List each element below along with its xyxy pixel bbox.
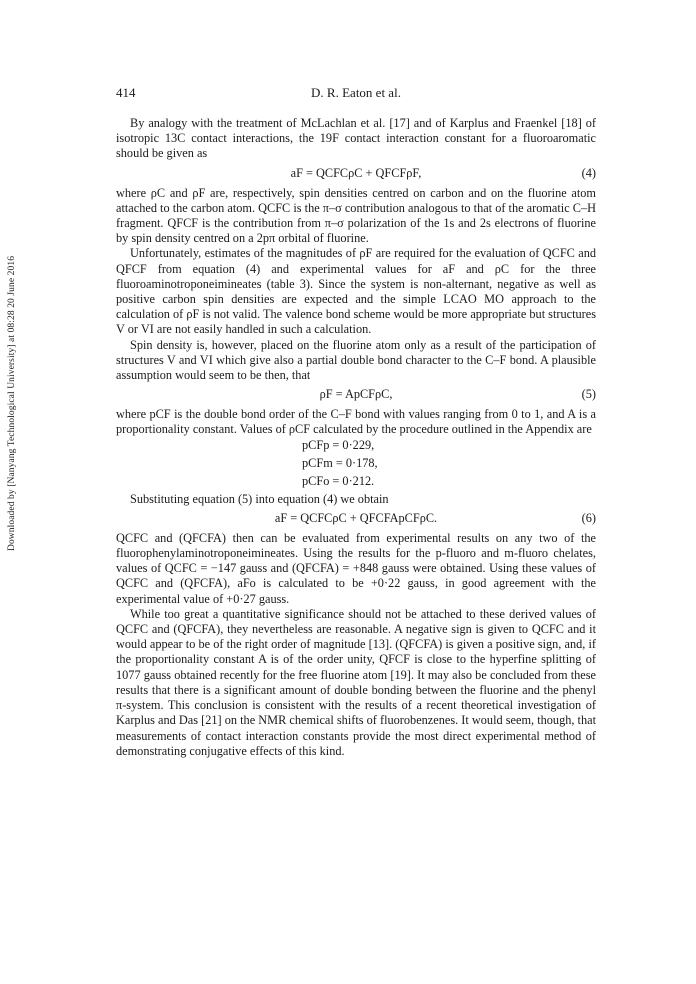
page-number: 414 <box>116 85 136 100</box>
paragraph-1: By analogy with the treatment of McLachlan et al. [17] and of Karplus and Fraenkel [18] of isotropic 13C contact interactions, the 19F contact interaction constant for a fluoroaromatic should be given as <box>116 116 596 161</box>
equation-5 <box>116 385 596 404</box>
equation-6-number: (6) <box>581 510 596 525</box>
bond-order-para: pCFp = 0·229, <box>302 437 375 452</box>
paragraph-3: Unfortunately, estimates of the magnitudes of ρF are required for the evaluation of QCFC and QFCF from equation (4) and experimental values for aF and ρC for the three fluoroaminotroponeimineates (table 3). Since the system is non-alternant, negative as well as positive carbon spin densities are expected and the simple LCAO MO approach to the calculation of ρF is not valid. The valence bond scheme would be more appropriate but structures V or VI are not easily handled in such a calculation. <box>116 246 596 337</box>
running-header <box>116 85 596 103</box>
bond-order-ortho: pCFo = 0·212. <box>302 473 375 488</box>
paragraph-4: Spin density is, however, placed on the fluorine atom only as a result of the participation of structures V and VI which give also a partial double bond character to the C–F bond. A plausible assumption would seem to be then, that <box>116 337 596 383</box>
equation-6-formula: aF = QCFCρC + QFCFApCFρC. <box>274 510 438 525</box>
equation-4-formula: aF = QCFCρC + QFCFρF, <box>290 165 422 180</box>
equation-6 <box>116 509 596 528</box>
bond-order-meta: pCFm = 0·178, <box>302 455 378 470</box>
paragraph-2: where ρC and ρF are, respectively, spin densities centred on carbon and on the fluorine atom attached to the carbon atom. QCFC is the π–σ contribution analogous to that of the aromatic C–H fragment. QFCF is the contribution from π–σ polarization of the 1s and 2s electrons of fluorine by spin density centred on a 2pπ orbital of fluorine. <box>116 185 596 246</box>
paragraph-5: where pCF is the double bond order of the C–F bond with values ranging from 0 to 1, and A is a proportionality constant. Values of ρCF calculated by the procedure outlined in the Appendix are <box>116 407 596 437</box>
download-watermark: Downloaded by [Nanyang Technological University] at 08:28 20 June 2016 <box>7 255 17 551</box>
paragraph-7: QCFC and (QFCFA) then can be evaluated from experimental results on any two of the fluorophenylaminotroponeimineates. Using the results for the p-fluoro and m-fluoro chelates, values of QCFC = −147 gauss and (QFCFA) = +848 gauss were obtained. Using these values of QCFC and (QFCFA), aFo is calculated to be +0·22 gauss, in good agreement with the experimental value of +0·27 gauss. <box>116 530 596 606</box>
running-header-authors: D. R. Eaton et al. <box>311 85 401 100</box>
equation-5-formula: ρF = ApCFρC, <box>319 387 393 402</box>
equation-4 <box>116 164 596 183</box>
body-text <box>116 116 596 759</box>
paragraph-8: While too great a quantitative significance should not be attached to these derived values of QCFC and (QFCFA), they nevertheless are reasonable. A negative sign is given to QCFC and it would appear to be of the right order of magnitude [13]. (QFCFA) is given a positive sign, and, if the proportionality constant A is of the order unity, QFCF is close to the hyperfine splitting of 1077 gauss obtained recently for the free fluorine atom [19]. It may also be concluded from these results that there is a significant amount of double bonding between the fluorine and the phenyl π-system. This conclusion is consistent with the results of a recent theoretical investigation of Karplus and Das [21] on the NMR chemical shifts of fluorobenzenes. It would seem, though, that measurements of contact interaction constants provide the most direct experimental method of demonstrating conjugative effects of this kind. <box>116 606 596 758</box>
equation-5-number: (5) <box>581 387 596 402</box>
paragraph-6: Substituting equation (5) into equation (4) we obtain <box>130 491 389 506</box>
equation-4-number: (4) <box>581 165 596 180</box>
